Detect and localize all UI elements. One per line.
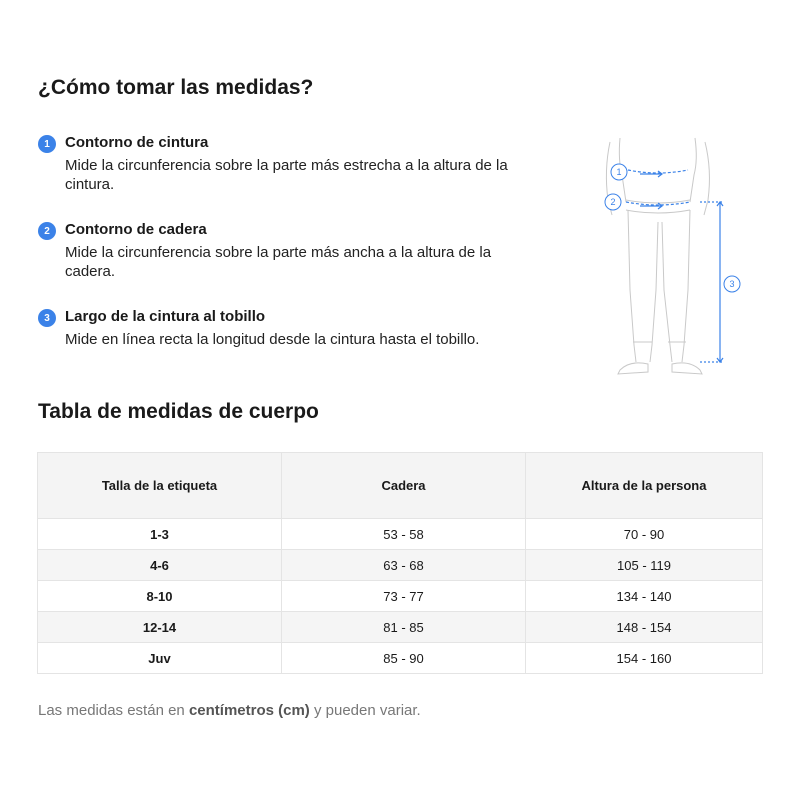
step-waist [38, 133, 538, 194]
step-title: Contorno de cadera [65, 221, 207, 238]
step-number-badge: 2 [38, 222, 56, 240]
note-suffix: y pueden variar. [309, 702, 421, 719]
table-header-row [38, 453, 763, 519]
step-description: Mide la circunferencia sobre la parte más estrecha a la altura de la cintura. [65, 157, 508, 193]
column-header: Altura de la persona [526, 453, 763, 519]
size-label-cell: 4-6 [38, 550, 282, 581]
step-inseam [38, 307, 479, 349]
marker-2 [605, 194, 621, 210]
marker-1 [611, 164, 627, 180]
table-title: Tabla de medidas de cuerpo [38, 400, 319, 423]
column-header: Talla de la etiqueta [38, 453, 282, 519]
step-number-badge: 1 [38, 135, 56, 153]
hip-cell: 85 - 90 [282, 643, 526, 674]
hip-cell: 73 - 77 [282, 581, 526, 612]
hip-cell: 81 - 85 [282, 612, 526, 643]
table-row [38, 612, 763, 643]
height-cell: 134 - 140 [526, 581, 763, 612]
size-label-cell: 12-14 [38, 612, 282, 643]
note-unit: centímetros (cm) [188, 702, 310, 719]
table-row [38, 519, 763, 550]
table-row [38, 550, 763, 581]
note-prefix: Las medidas están en [38, 702, 189, 719]
body-measure-illustration [600, 130, 750, 380]
column-header: Cadera [282, 453, 526, 519]
size-table [37, 452, 763, 674]
step-hip [38, 220, 538, 281]
svg-text:1: 1 [616, 167, 622, 177]
step-number-badge: 3 [38, 309, 56, 327]
hip-cell: 63 - 68 [282, 550, 526, 581]
height-cell: 105 - 119 [526, 550, 763, 581]
marker-3 [724, 276, 740, 292]
height-cell: 154 - 160 [526, 643, 763, 674]
guide-title: ¿Cómo tomar las medidas? [38, 76, 314, 99]
step-description: Mide en línea recta la longitud desde la cintura hasta el tobillo. [65, 331, 480, 348]
table-row [38, 581, 763, 612]
table-row [38, 643, 763, 674]
svg-text:2: 2 [610, 197, 616, 207]
size-label-cell: Juv [38, 643, 282, 674]
units-note [38, 702, 421, 719]
height-cell: 148 - 154 [526, 612, 763, 643]
hip-cell: 53 - 58 [282, 519, 526, 550]
svg-text:3: 3 [729, 279, 735, 289]
step-title: Largo de la cintura al tobillo [65, 308, 266, 325]
step-title: Contorno de cintura [65, 134, 209, 151]
height-cell: 70 - 90 [526, 519, 763, 550]
size-label-cell: 8-10 [38, 581, 282, 612]
size-label-cell: 1-3 [38, 519, 282, 550]
step-description: Mide la circunferencia sobre la parte más ancha a la altura de la cadera. [65, 244, 492, 280]
